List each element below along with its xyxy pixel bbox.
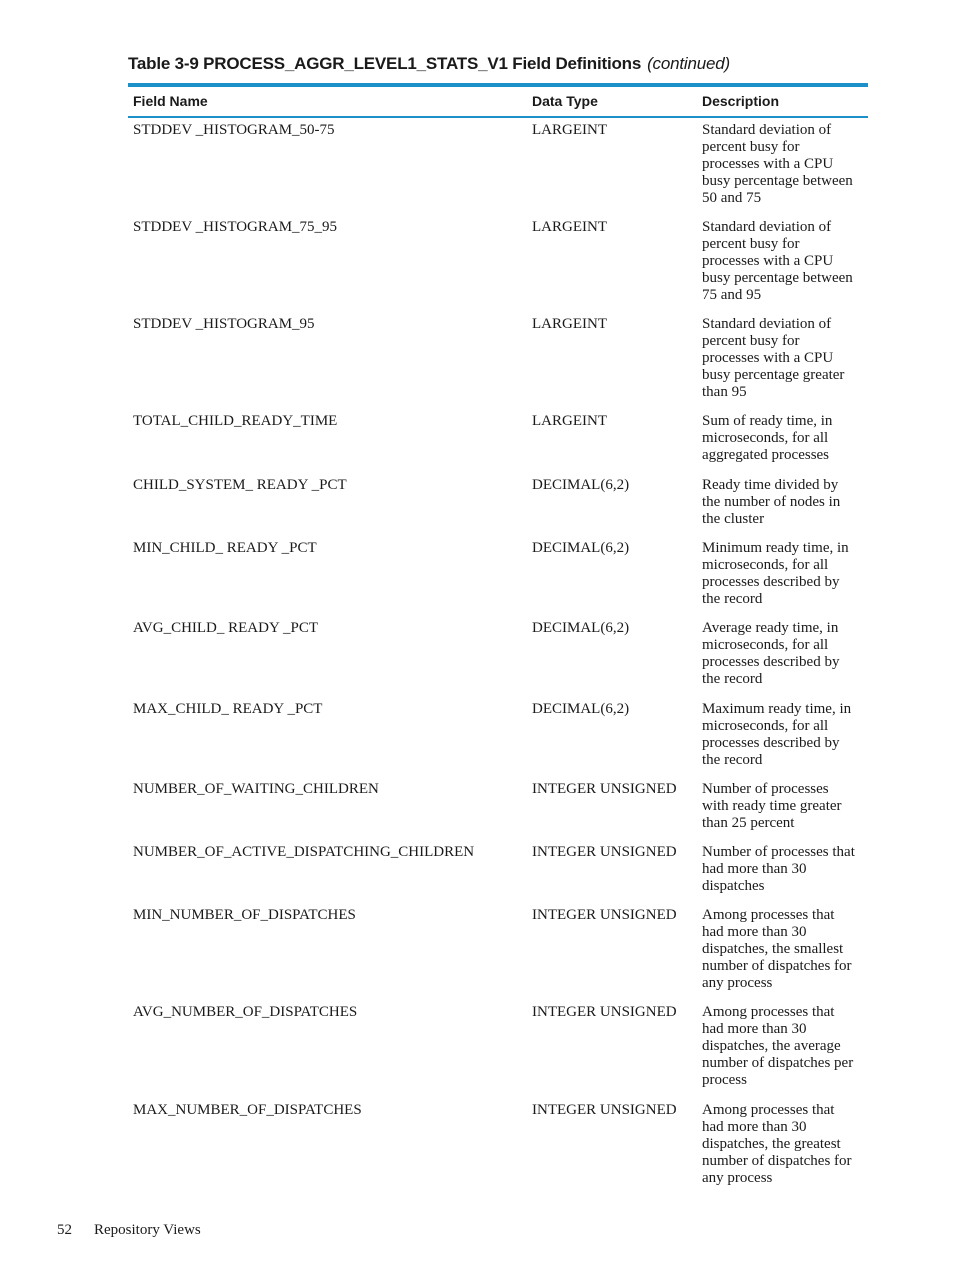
cell-description: Ready time divided by the number of nodes in the cluster [702,477,841,527]
cell-description: Maximum ready time, in microseconds, for all processes described by the record [702,701,852,768]
cell-field-name: AVG_NUMBER_OF_DISPATCHES [133,1004,358,1020]
cell-description: Among processes that had more than 30 dispatches, the average number of dispatches per process [702,1004,854,1088]
table-row [128,1102,868,1192]
cell-field-name: STDDEV _HISTOGRAM_50-75 [133,122,335,138]
table-row [128,477,868,540]
table-row [128,1004,868,1102]
header-description: Description [702,93,780,109]
cell-data-type: DECIMAL(6,2) [532,540,630,556]
table-caption-title: Table 3-9 PROCESS_AGGR_LEVEL1_STATS_V1 Field Definitions [128,54,642,73]
cell-description: Standard deviation of percent busy for processes with a CPU busy percentage between 50 and 75 [702,122,853,206]
table-row [128,219,868,316]
table-body [128,122,868,1192]
table-row [128,540,868,620]
cell-description: Number of processes that had more than 30 dispatches [702,844,855,894]
table-row [128,316,868,413]
table-row [128,620,868,701]
cell-description: Standard deviation of percent busy for processes with a CPU busy percentage greater than 95 [702,316,845,400]
header-field-name: Field Name [133,93,208,109]
cell-description: Among processes that had more than 30 dispatches, the smallest number of dispatches for any process [702,907,852,991]
cell-field-name: MIN_CHILD_ READY _PCT [133,540,317,556]
table-row [128,701,868,781]
page-number: 52 [57,1222,72,1238]
cell-description: Sum of ready time, in microseconds, for all aggregated processes [702,413,833,463]
cell-data-type: DECIMAL(6,2) [532,477,630,493]
cell-description: Number of processes with ready time greater than 25 percent [702,781,842,831]
cell-field-name: MAX_NUMBER_OF_DISPATCHES [133,1102,362,1118]
cell-data-type: DECIMAL(6,2) [532,620,630,636]
footer-section-title: Repository Views [94,1222,201,1238]
cell-field-name: CHILD_SYSTEM_ READY _PCT [133,477,347,493]
table-caption-continued: (continued) [647,54,730,73]
cell-field-name: MIN_NUMBER_OF_DISPATCHES [133,907,356,923]
cell-description: Among processes that had more than 30 dispatches, the greatest number of dispatches for any process [702,1102,852,1186]
table-row [128,122,868,219]
cell-description: Standard deviation of percent busy for processes with a CPU busy percentage between 75 and 95 [702,219,853,303]
table-caption [128,54,730,74]
cell-field-name: TOTAL_CHILD_READY_TIME [133,413,338,429]
table-row [128,413,868,477]
table-row [128,844,868,907]
cell-description: Average ready time, in microseconds, for all processes described by the record [702,620,840,687]
cell-data-type: LARGEINT [532,219,607,235]
cell-data-type: DECIMAL(6,2) [532,701,630,717]
table-row [128,781,868,844]
page-footer [57,1222,201,1239]
table-header-rule [128,116,868,118]
cell-field-name: NUMBER_OF_WAITING_CHILDREN [133,781,379,797]
cell-description: Minimum ready time, in microseconds, for all processes described by the record [702,540,849,607]
table-header-row [128,93,868,113]
table-row [128,907,868,1004]
cell-data-type: LARGEINT [532,413,607,429]
cell-field-name: AVG_CHILD_ READY _PCT [133,620,319,636]
table-top-rule [128,83,868,87]
cell-data-type: LARGEINT [532,316,607,332]
header-data-type: Data Type [532,93,598,109]
cell-data-type: INTEGER UNSIGNED [532,781,677,797]
cell-field-name: NUMBER_OF_ACTIVE_DISPATCHING_CHILDREN [133,844,475,860]
cell-field-name: STDDEV _HISTOGRAM_95 [133,316,315,332]
cell-data-type: INTEGER UNSIGNED [532,844,677,860]
cell-field-name: MAX_CHILD_ READY _PCT [133,701,323,717]
cell-data-type: INTEGER UNSIGNED [532,1102,677,1118]
cell-data-type: LARGEINT [532,122,607,138]
cell-data-type: INTEGER UNSIGNED [532,1004,677,1020]
cell-field-name: STDDEV _HISTOGRAM_75_95 [133,219,338,235]
cell-data-type: INTEGER UNSIGNED [532,907,677,923]
